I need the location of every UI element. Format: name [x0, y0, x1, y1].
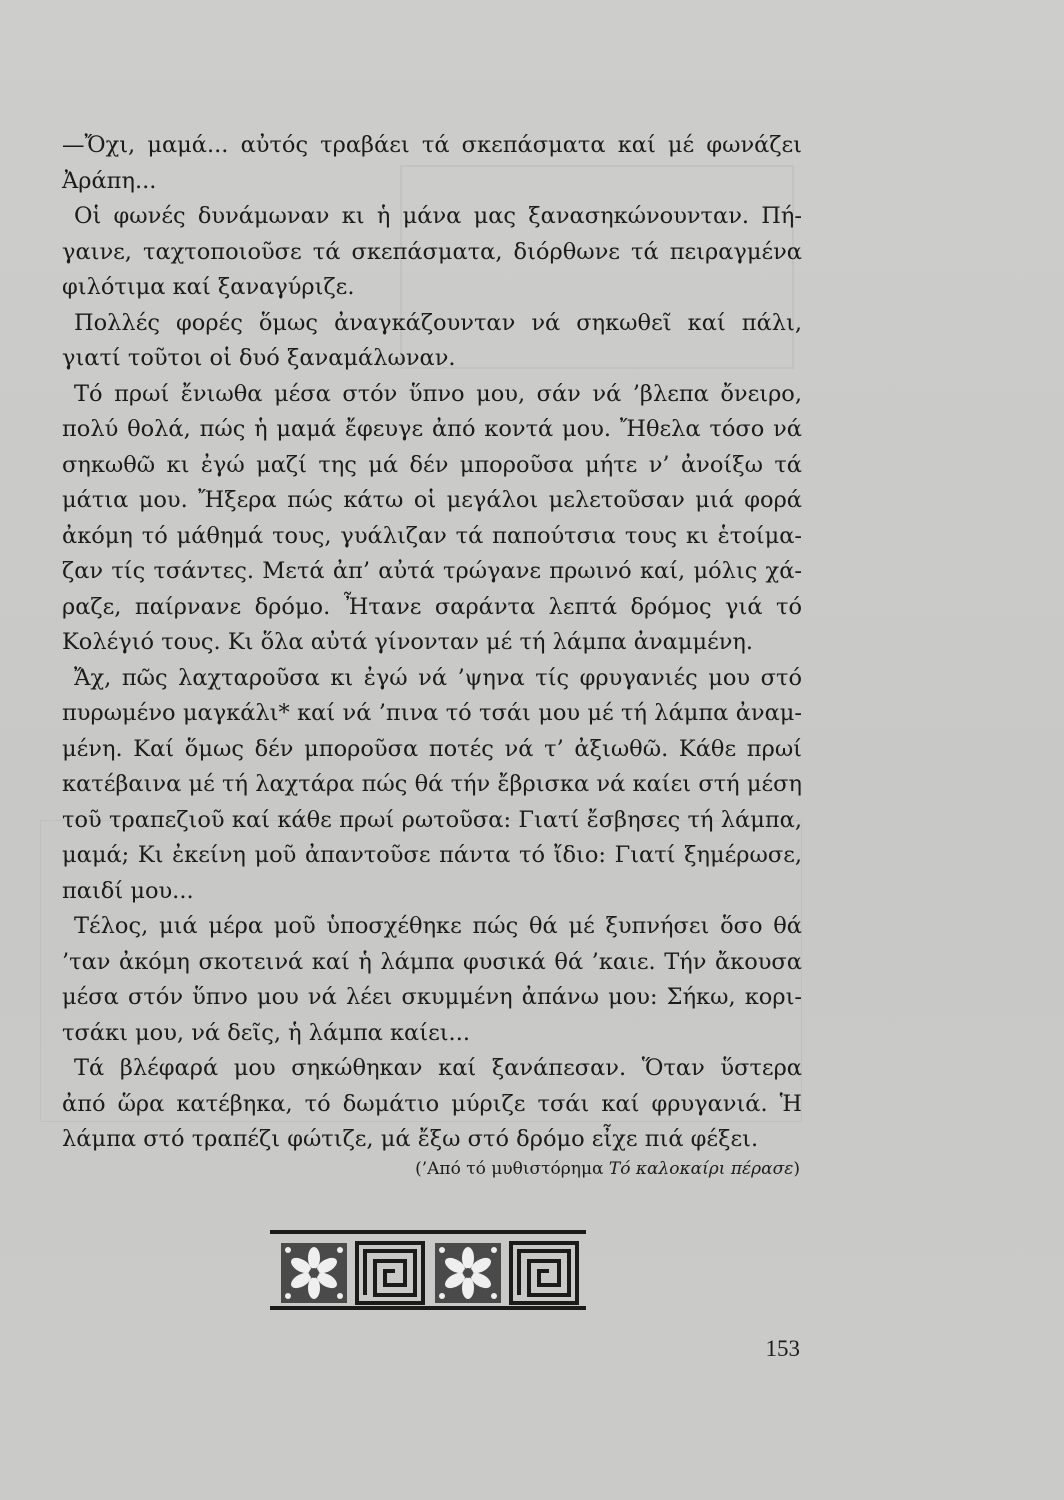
text-line: ’ταν ἀκόμη σκοτεινά καί ἡ λάμπα φυσικά θά ’καιε. Τήν ἄκουσα — [62, 948, 802, 975]
source-citation — [300, 1158, 800, 1180]
text-line: μένη. Καί ὅμως δέν μποροῦσα ποτές νά τ’ ἀξιωθῶ. Κάθε πρωί — [62, 735, 802, 762]
text-line: γιατί τοῦτοι οἱ δυό ξαναμάλωναν. — [62, 345, 456, 371]
text-line: Τό πρωί ἔνιωθα μέσα στόν ὕπνο μου, σάν νά ’βλεπα ὄνειρο, — [74, 380, 802, 407]
body-text — [62, 128, 802, 1158]
source-suffix: ) — [793, 1159, 800, 1179]
text-line: παιδί μου... — [62, 877, 194, 904]
flower-tile-icon — [435, 1243, 501, 1303]
text-line: φιλότιμα καί ξαναγύριζε. — [62, 274, 355, 300]
text-line: —Ὄχι, μαμά... αὐτός τραβάει τά σκεπάσματα καί μέ φωνάζει — [62, 132, 802, 158]
meander-tile-icon — [511, 1243, 577, 1303]
text-line: ἀκόμη τό μάθημά τους, γυάλιζαν τά παπούτσια τους κι ἑτοίμα- — [62, 522, 802, 549]
flower-tile-icon — [281, 1243, 347, 1303]
source-prefix: (’Από τό μυθιστόρημα — [415, 1159, 609, 1179]
text-line: Πολλές φορές ὅμως ἀναγκάζουνταν νά σηκωθεῖ καί πάλι, — [74, 309, 802, 336]
text-line: ραζε, παίρνανε δρόμο. Ἦτανε σαράντα λεπτά δρόμος γιά τό — [62, 593, 802, 620]
text-line: Ἄχ, πῶς λαχταροῦσα κι ἐγώ νά ’ψηνα τίς φρυγανιές μου στό — [74, 664, 802, 691]
text-line: πολύ θολά, πώς ἡ μαμά ἔφευγε ἀπό κοντά μου. Ἤθελα τόσο νά — [62, 416, 802, 442]
text-line: Κολέγιό τους. Κι ὅλα αὐτά γίνονταν μέ τή λάμπα ἀναμμένη. — [62, 629, 754, 655]
text-line: Τέλος, μιά μέρα μοῦ ὑποσχέθηκε πώς θά μέ ξυπνήσει ὅσο θά — [74, 913, 802, 939]
text-line: πυρωμένο μαγκάλι* καί νά ’πινα τό τσάι μου μέ τή λάμπα ἀναμ- — [62, 700, 802, 726]
text-line: κατέβαινα μέ τή λαχτάρα πώς θά τήν ἔβρισκα νά καίει στή μέση — [62, 771, 802, 797]
text-line: μάτια μου. Ἤξερα πώς κάτω οἱ μεγάλοι μελετοῦσαν μιά φορά — [62, 487, 802, 513]
source-title: Τό καλοκαίρι πέρασε — [608, 1159, 794, 1179]
text-line: λάμπα στό τραπέζι φώτιζε, μά ἔξω στό δρόμο εἶχε πιά φέξει. — [62, 1126, 759, 1152]
text-line: ἀπό ὥρα κατέβηκα, τό δωμάτιο μύριζε τσάι καί φρυγανιά. Ἡ — [62, 1090, 802, 1117]
text-line: τσάκι μου, νά δεῖς, ἡ λάμπα καίει... — [62, 1019, 470, 1046]
text-line: Ἀράπη... — [62, 167, 157, 194]
page-number: 153 — [765, 1336, 800, 1361]
text-line: ζαν τίς τσάντες. Μετά ἀπ’ αὐτά τρώγανε πρωινό καί, μόλις χά- — [62, 558, 802, 584]
text-line: μέσα στόν ὕπνο μου νά λέει σκυμμένη ἀπάνω μου: Σήκω, κορι- — [62, 984, 802, 1010]
text-line: μαμά; Κι ἐκείνη μοῦ ἀπαντοῦσε πάντα τό ἴδιο: Γιατί ξημέρωσε, — [62, 842, 802, 868]
text-line: Τά βλέφαρά μου σηκώθηκαν καί ξανάπεσαν. Ὅταν ὕστερα — [74, 1055, 802, 1081]
greek-key-ornament — [269, 1229, 587, 1311]
text-line: τοῦ τραπεζιοῦ καί κάθε πρωί ρωτοῦσα: Γιατί ἔσβησες τή λάμπα, — [62, 806, 802, 833]
meander-tile-icon — [357, 1243, 423, 1303]
text-line: γαινε, ταχτοποιοῦσε τά σκεπάσματα, διόρθωνε τά πειραγμένα — [62, 238, 802, 265]
text-line: Οἱ φωνές δυνάμωναν κι ἡ μάνα μας ξανασηκώνουνταν. Πή- — [74, 203, 802, 229]
text-line: σηκωθῶ κι ἐγώ μαζί της μά δέν μποροῦσα μήτε ν’ ἀνοίξω τά — [62, 451, 802, 478]
